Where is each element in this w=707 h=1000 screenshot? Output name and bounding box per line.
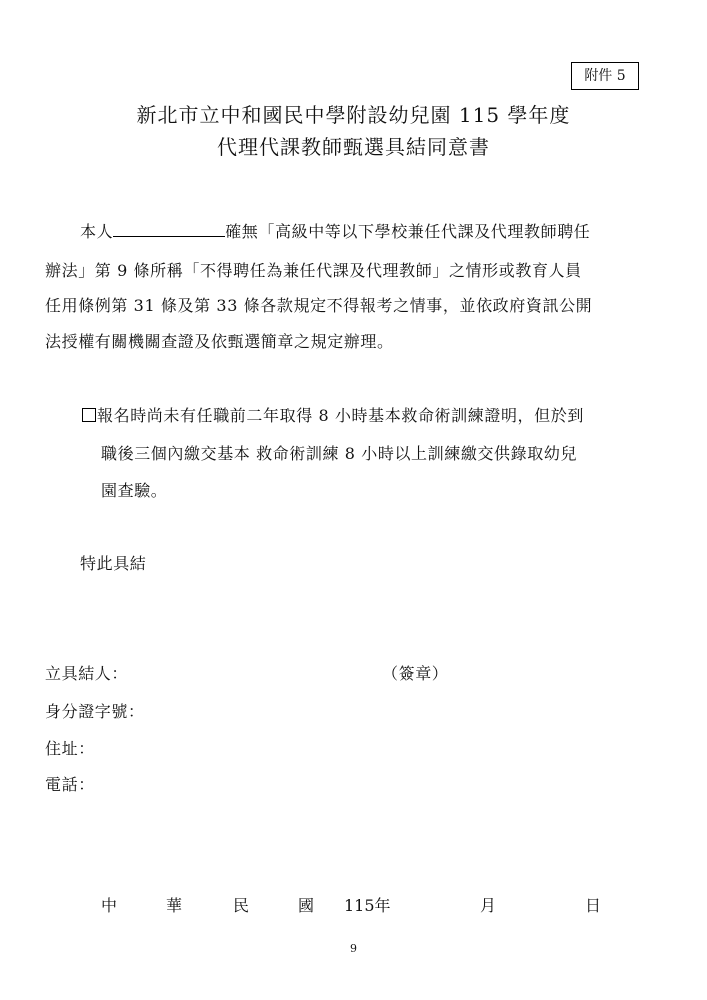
clause-checkbox[interactable]: [82, 408, 96, 422]
date-year: 115年: [344, 896, 391, 915]
page-number: 9: [350, 942, 357, 955]
address-label: 住址：: [45, 739, 95, 758]
declaration-line1-text: 確無「高級中等以下學校兼任代課及代理教師聘任: [225, 222, 591, 241]
date-char-guo: 國: [298, 896, 315, 915]
checkbox-clause-line3: 園查驗。: [101, 481, 168, 500]
name-blank[interactable]: [113, 222, 225, 237]
declaration-line4: 法授權有關機關查證及依甄選簡章之規定辦理。: [45, 332, 394, 351]
date-char-hua: 華: [166, 896, 183, 915]
checkbox-clause-text1: 報名時尚未有任職前二年取得 8 小時基本救命術訓練證明，但於到: [97, 406, 584, 425]
attachment-label: 附件 5: [571, 62, 639, 90]
seal-label: （簽章）: [382, 664, 449, 683]
date-day: 日: [585, 896, 602, 915]
declaration-line1: [80, 219, 590, 242]
document-title-line1: 新北市立中和國民中學附設幼兒園 115 學年度: [136, 103, 571, 127]
date-month: 月: [480, 896, 497, 915]
date-char-min: 民: [233, 896, 250, 915]
closing-statement: 特此具結: [80, 554, 147, 573]
declaration-line3: 任用條例第 31 條及第 33 條各款規定不得報考之情事，並依政府資訊公開: [45, 296, 593, 315]
checkbox-clause-line2: 職後三個內繳交基本 救命術訓練 8 小時以上訓練繳交供錄取幼兒: [101, 444, 578, 463]
date-char-zhong: 中: [101, 896, 118, 915]
phone-label: 電話：: [45, 775, 95, 794]
checkbox-clause-line1: [82, 403, 584, 426]
declaration-line2: 辦法」第 9 條所稱「不得聘任為兼任代課及代理教師」之情形或教育人員: [45, 261, 582, 280]
id-number-label: 身分證字號：: [45, 702, 145, 721]
declaration-lead: 本人: [80, 222, 114, 241]
document-title-line2: 代理代課教師甄選具結同意書: [217, 135, 490, 159]
declarant-label: 立具結人：: [45, 664, 129, 683]
